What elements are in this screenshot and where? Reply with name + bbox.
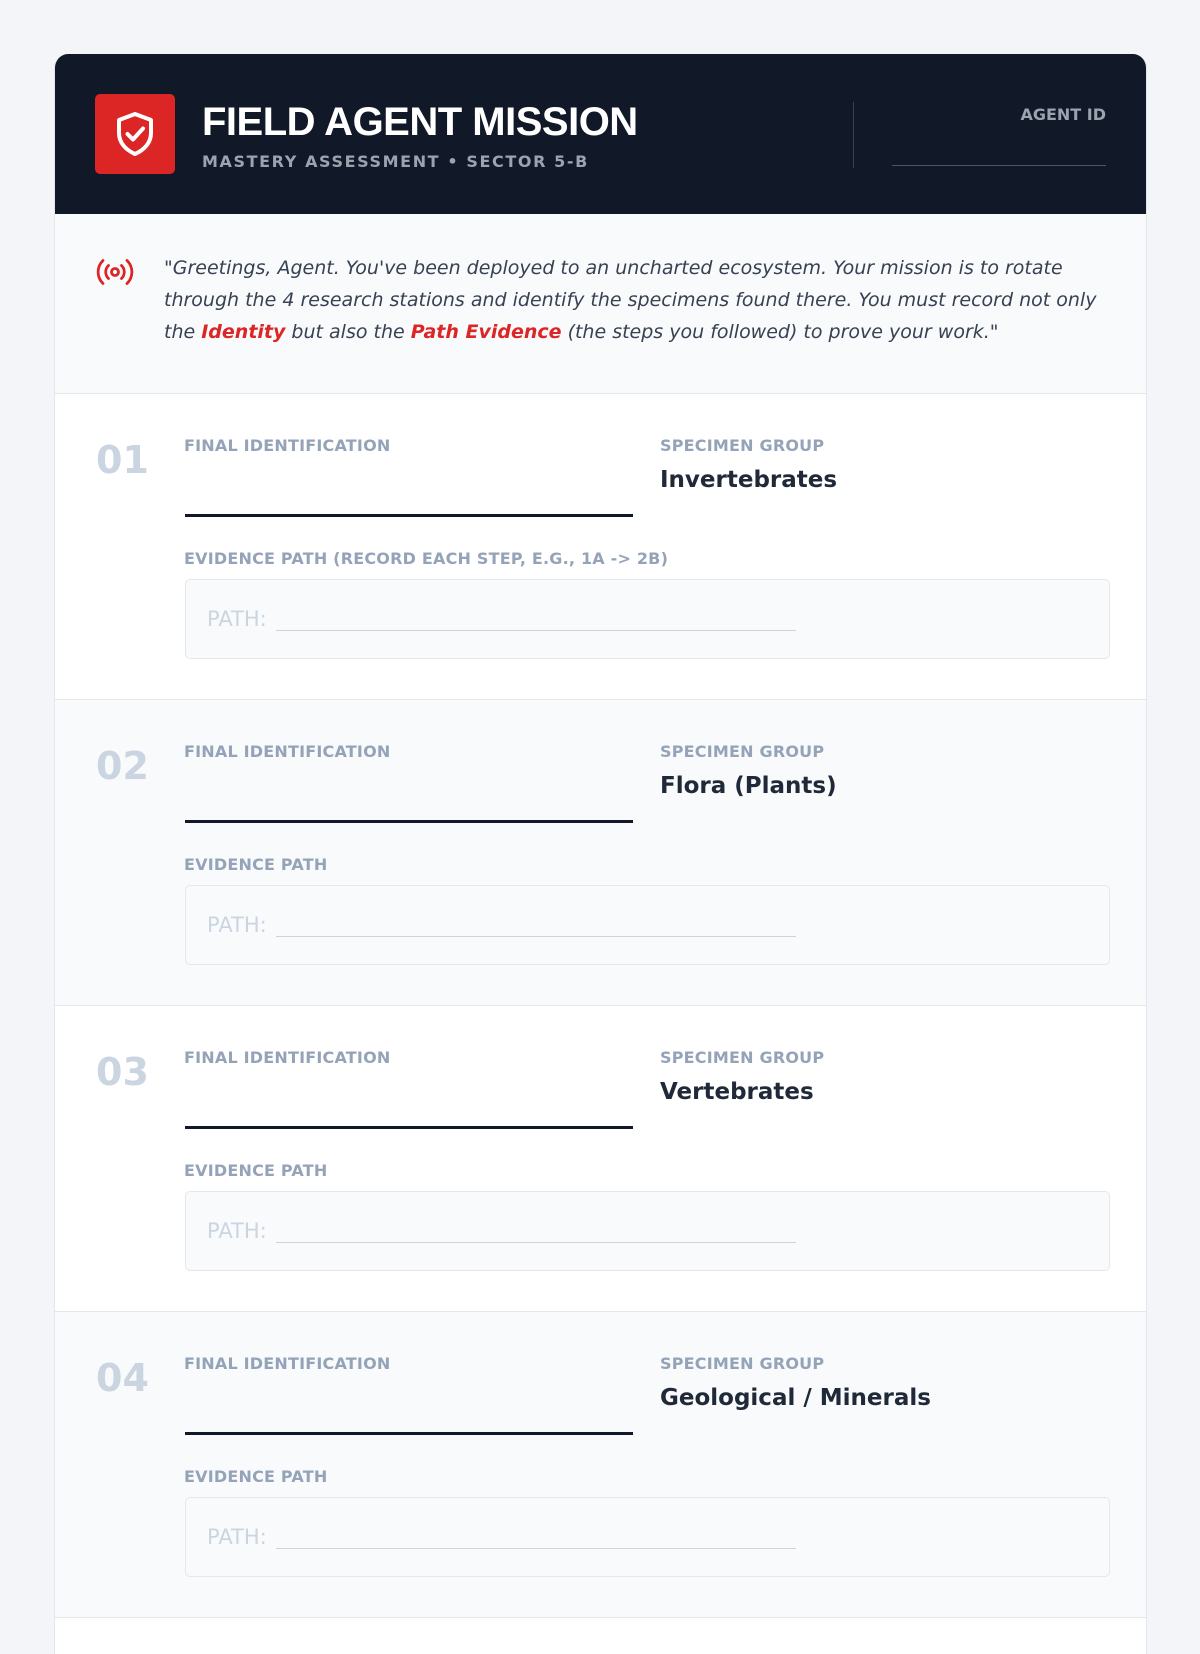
evidence-path-label: EVIDENCE PATH: [184, 1467, 328, 1486]
evidence-path-field[interactable]: [185, 885, 1110, 965]
agent-id-field[interactable]: [892, 165, 1106, 166]
final-identification-field[interactable]: [185, 1432, 633, 1435]
path-placeholder: PATH:: [207, 1525, 267, 1549]
evidence-path-label: EVIDENCE PATH (RECORD EACH STEP, E.G., 1A -> 2B): [184, 549, 669, 568]
final-identification-label: FINAL IDENTIFICATION: [184, 1354, 391, 1373]
station-03: [55, 1006, 1146, 1312]
path-placeholder: PATH:: [207, 1219, 267, 1243]
path-placeholder: PATH:: [207, 607, 267, 631]
station-01: [55, 394, 1146, 700]
final-identification-field[interactable]: [185, 1126, 633, 1129]
specimen-group-value: Invertebrates: [660, 467, 838, 493]
path-write-line: [276, 936, 796, 937]
final-identification-field[interactable]: [185, 514, 633, 517]
identity-emphasis: Identity: [201, 321, 286, 343]
path-write-line: [276, 630, 796, 631]
specimen-group-value: Flora (Plants): [660, 773, 837, 799]
specimen-group-label: SPECIMEN GROUP: [660, 742, 825, 761]
shield-check-icon: [95, 94, 175, 174]
briefing-text: "Greetings, Agent. You've been deployed to an uncharted ecosystem. Your mission is to rotate through the 4 research stations and identify the specimens found there. You must record not only the Identity but also the Path Evidence (the steps you followed) to prove your work.": [164, 257, 1097, 343]
agent-id-label: AGENT ID: [1020, 105, 1106, 124]
station-02: [55, 700, 1146, 1006]
evidence-path-label: EVIDENCE PATH: [184, 855, 328, 874]
mission-header: [55, 54, 1146, 214]
evidence-path-field[interactable]: [185, 579, 1110, 659]
final-identification-field[interactable]: [185, 820, 633, 823]
path-write-line: [276, 1548, 796, 1549]
final-identification-label: FINAL IDENTIFICATION: [184, 742, 391, 761]
path-evidence-emphasis: Path Evidence: [410, 321, 562, 343]
station-number: 03: [96, 1050, 149, 1094]
station-number: 01: [96, 438, 149, 482]
station-04: [55, 1312, 1146, 1618]
specimen-group-label: SPECIMEN GROUP: [660, 1354, 825, 1373]
page-title: FIELD AGENT MISSION: [202, 100, 638, 144]
mission-briefing: [55, 214, 1146, 394]
radio-signal-icon: [96, 256, 134, 292]
specimen-group-value: Geological / Minerals: [660, 1385, 931, 1411]
specimen-group-label: SPECIMEN GROUP: [660, 1048, 825, 1067]
final-identification-label: FINAL IDENTIFICATION: [184, 1048, 391, 1067]
evidence-path-field[interactable]: [185, 1497, 1110, 1577]
final-identification-label: FINAL IDENTIFICATION: [184, 436, 391, 455]
station-number: 04: [96, 1356, 149, 1400]
page-subtitle: MASTERY ASSESSMENT • SECTOR 5-B: [202, 152, 589, 171]
specimen-group-label: SPECIMEN GROUP: [660, 436, 825, 455]
evidence-path-field[interactable]: [185, 1191, 1110, 1271]
path-write-line: [276, 1242, 796, 1243]
mission-card: [54, 54, 1147, 1654]
specimen-group-value: Vertebrates: [660, 1079, 814, 1105]
evidence-path-label: EVIDENCE PATH: [184, 1161, 328, 1180]
station-number: 02: [96, 744, 149, 788]
header-divider: [853, 102, 854, 168]
path-placeholder: PATH:: [207, 913, 267, 937]
